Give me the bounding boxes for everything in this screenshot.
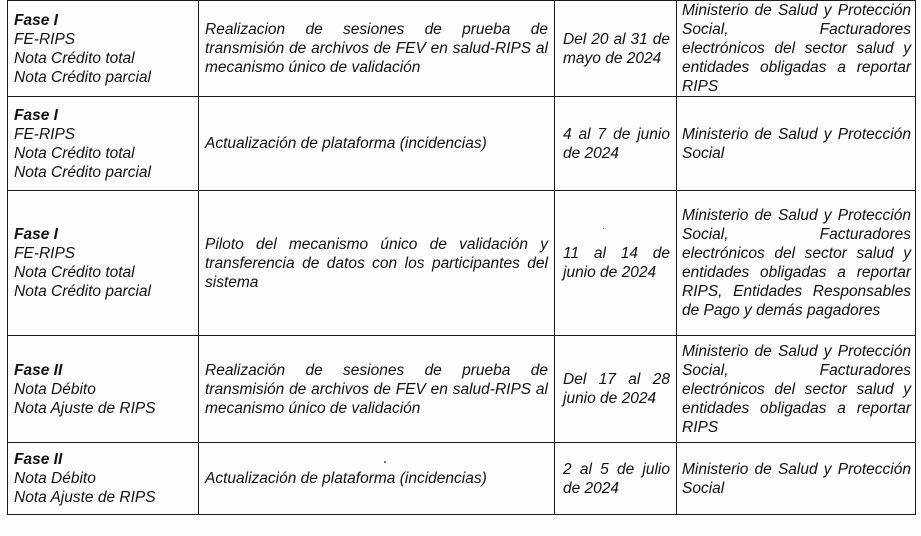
phase-label: Fase II xyxy=(14,451,63,468)
scan-speck xyxy=(603,228,604,229)
table-row xyxy=(8,443,916,515)
phase-label: Fase I xyxy=(14,106,58,124)
activity-cell: Piloto del mecanismo único de validación y transferencia de datos con los participantes del sistema xyxy=(199,191,555,336)
schedule-table xyxy=(7,0,916,515)
phase-label: Fase II xyxy=(14,361,63,379)
responsible-cell: Ministerio de Salud y Protección Social, Facturadores electrónicos del sector salud y entidades obligadas a reportar RIPS xyxy=(677,1,916,97)
document-type: Nota Débito xyxy=(14,380,96,398)
document-type: FE-RIPS xyxy=(14,30,76,48)
document-type: Nota Crédito total xyxy=(14,264,135,281)
document-type: FE-RIPS xyxy=(14,125,76,143)
phase-cell xyxy=(8,336,199,443)
document-type: FE-RIPS xyxy=(14,245,76,262)
dates-cell: 11 al 14 de junio de 2024 xyxy=(555,191,677,336)
table-row xyxy=(8,1,916,97)
document-type: Nota Crédito total xyxy=(14,49,135,67)
table-row xyxy=(8,336,916,443)
phase-cell xyxy=(8,1,199,97)
dates-cell: 4 al 7 de junio de 2024 xyxy=(555,97,677,191)
phase-cell xyxy=(8,443,199,515)
responsible-cell: Ministerio de Salud y Protección Social xyxy=(677,443,916,515)
responsible-cell: Ministerio de Salud y Protección Social, Facturadores electrónicos del sector salud y entidades obligadas a reportar RIPS, Entidades Responsables de Pago y demás pagadores xyxy=(677,191,916,336)
document-type: Nota Ajuste de RIPS xyxy=(14,399,156,417)
phase-label: Fase I xyxy=(14,11,58,29)
responsible-cell: Ministerio de Salud y Protección Social, Facturadores electrónicos del sector salud y entidades obligadas a reportar RIPS xyxy=(677,336,916,443)
table-row xyxy=(8,97,916,191)
document-type: Nota Crédito parcial xyxy=(14,68,151,86)
dates-cell: 2 al 5 de julio de 2024 xyxy=(555,443,677,515)
table-row xyxy=(8,191,916,336)
activity-cell: Realizacion de sesiones de prueba de transmisión de archivos de FEV en salud-RIPS al mecanismo único de validación xyxy=(199,1,555,97)
document-type: Nota Débito xyxy=(14,470,96,487)
activity-cell: Actualización de plataforma (incidencias) xyxy=(199,97,555,191)
phase-cell xyxy=(8,191,199,336)
phase-label: Fase I xyxy=(14,226,58,243)
scan-speck xyxy=(384,461,386,463)
activity-cell: Actualización de plataforma (incidencias) xyxy=(199,443,555,515)
document-type: Nota Ajuste de RIPS xyxy=(14,489,156,506)
dates-cell: Del 17 al 28 junio de 2024 xyxy=(555,336,677,443)
document-type: Nota Crédito parcial xyxy=(14,283,151,300)
activity-cell: Realización de sesiones de prueba de transmisión de archivos de FEV en salud-RIPS al mecanismo único de validación xyxy=(199,336,555,443)
document-type: Nota Crédito parcial xyxy=(14,163,151,181)
document-type: Nota Crédito total xyxy=(14,144,135,162)
phase-cell xyxy=(8,97,199,191)
dates-cell: Del 20 al 31 de mayo de 2024 xyxy=(555,1,677,97)
responsible-cell: Ministerio de Salud y Protección Social xyxy=(677,97,916,191)
